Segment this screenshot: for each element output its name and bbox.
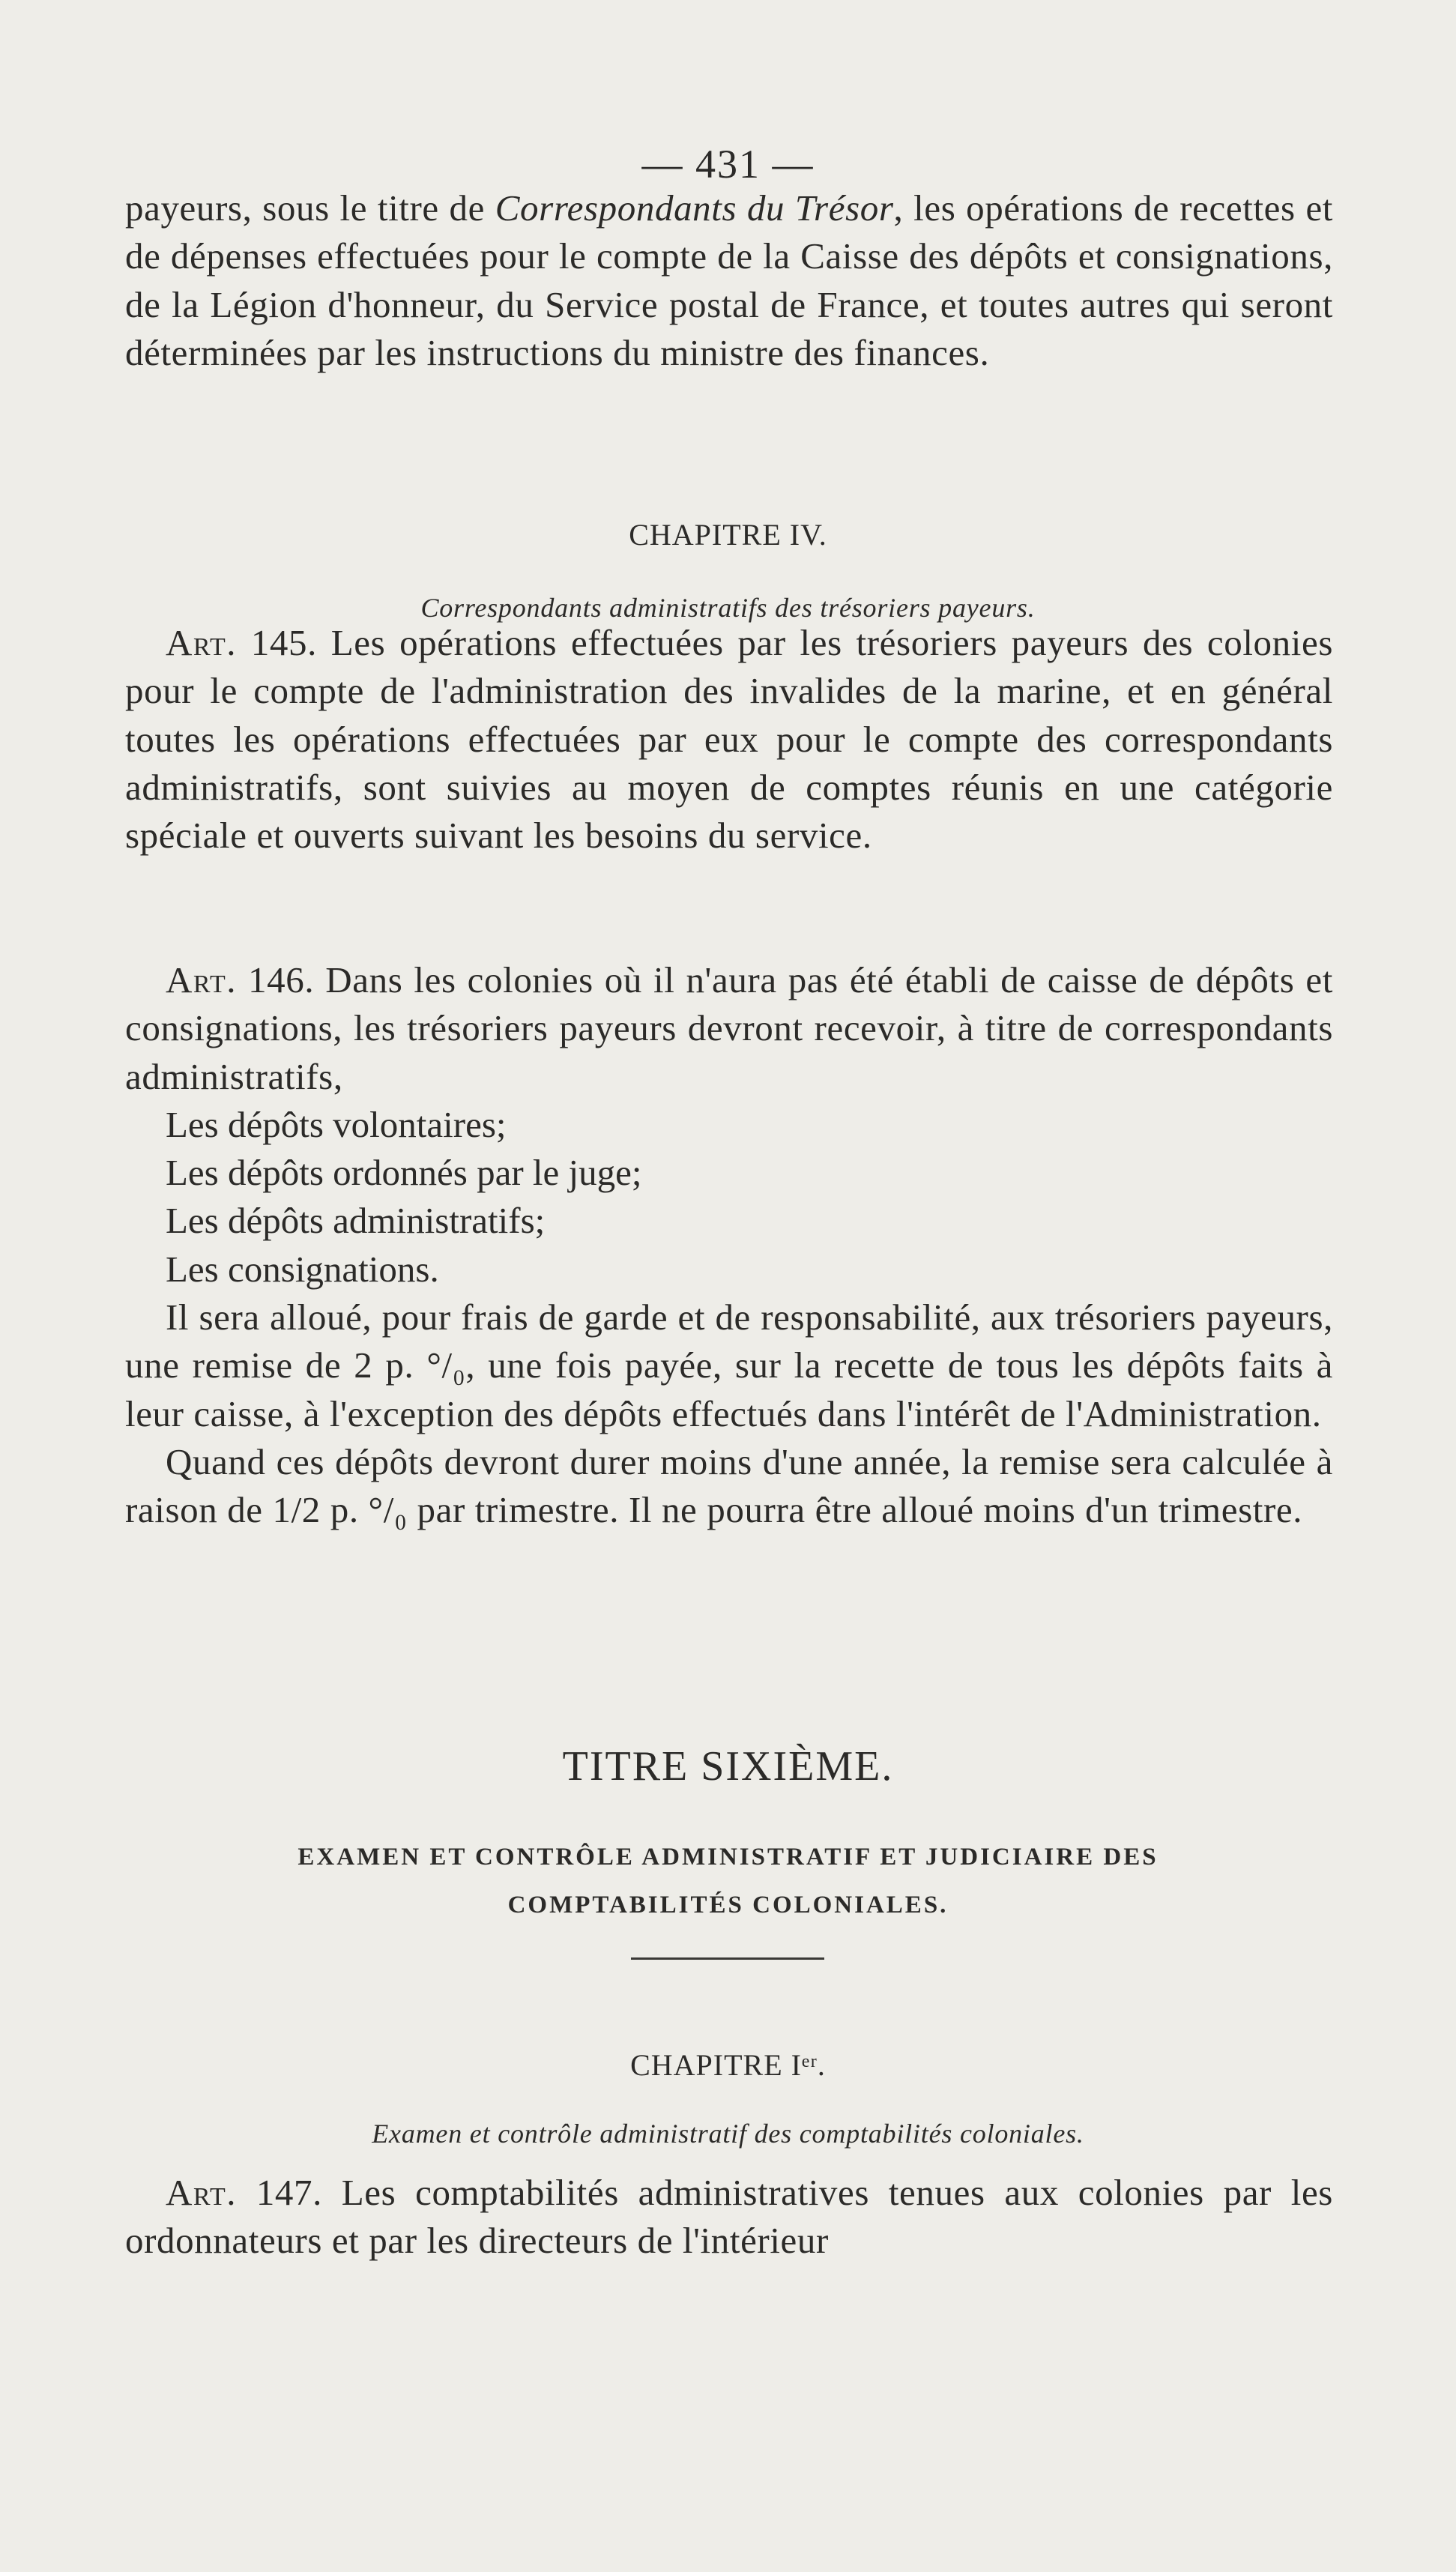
article-body: Dans les colonies où il n'aura pas été établi de caisse de dépôts et consignations, les trésoriers payeurs devront recevoir, à titre de correspondants administratifs, (125, 959, 1333, 1097)
opening-text-after: , les opérations de recettes et de dépenses effectuées pour le compte de la Caisse des dépôts et consignations, de la Légion d'honneur, du Service postal de France, et toutes autres qui seront déterminées par les instructions du ministre des finances. (125, 187, 1334, 373)
section-divider (631, 1957, 824, 1960)
chapter-4-heading: CHAPITRE IV. (629, 518, 827, 552)
article-label: Art. (166, 622, 238, 663)
article-body: Les opérations effectuées par les trésoriers payeurs des colonies pour le compte de l'administration des invalides de la marine, et en général toutes les opérations effectuées par eux pour le compte des correspondants administratifs, sont suivies au moyen de comptes réunis en une catégorie spéciale et ouverts suivant les besoins du service. (125, 622, 1333, 857)
list-item: Les dépôts ordonnés par le juge; (166, 1152, 642, 1194)
article-label: Art. (166, 2172, 238, 2213)
titre-sixieme-subtitle-line-2: COMPTABILITÉS COLONIALES. (507, 1892, 949, 1919)
article-147-text (125, 2169, 1333, 2265)
article-145-text (125, 619, 1333, 860)
page-number: — 431 — (641, 142, 815, 187)
opening-text (125, 184, 1333, 377)
article-146-paragraph-3: Quand ces dépôts devront durer moins d'une année, la remise sera calculée à raison de 1/2 p. °/₀ par trimestre. Il ne pourra être alloué moins d'un trimestre. (125, 1440, 1333, 1531)
article-number: 146. (248, 959, 315, 1000)
chapter-1-heading: CHAPITRE Iᵉʳ. (630, 2048, 826, 2082)
list-item: Les dépôts volontaires; (166, 1103, 507, 1145)
article-146 (125, 956, 1333, 1535)
article-147 (125, 2169, 1333, 2265)
titre-sixieme-heading: TITRE SIXIÈME. (562, 1743, 894, 1790)
article-146-text (125, 956, 1333, 1101)
chapter-1-subtitle: Examen et contrôle administratif des comptabilités coloniales. (372, 2119, 1084, 2149)
opening-paragraph (125, 184, 1333, 377)
article-145 (125, 619, 1333, 860)
opening-text-before: payeurs, sous le titre de (125, 187, 495, 229)
titre-sixieme-subtitle-line-1: EXAMEN ET CONTRÔLE ADMINISTRATIF ET JUDICIAIRE DES (297, 1844, 1159, 1871)
list-item: Les consignations. (166, 1248, 439, 1290)
article-number: 145. (250, 622, 317, 663)
correspondants-du-tresor-italic: Correspondants du Trésor (495, 187, 894, 229)
list-item: Les dépôts administratifs; (166, 1200, 546, 1242)
article-label: Art. (166, 959, 238, 1000)
article-146-paragraph-2: Il sera alloué, pour frais de garde et de responsabilité, aux trésoriers payeurs, une remise de 2 p. °/₀, une fois payée, sur la recette de tous les dépôts faits à leur caisse, à l'exception des dépôts effectués dans l'intérêt de l'Administration. (125, 1296, 1333, 1434)
article-number: 147. (256, 2172, 322, 2213)
article-body: Les comptabilités administratives tenues aux colonies par les ordonnateurs et par les directeurs de l'intérieur (125, 2172, 1333, 2262)
chapter-4-subtitle: Correspondants administratifs des trésoriers payeurs. (420, 593, 1036, 623)
